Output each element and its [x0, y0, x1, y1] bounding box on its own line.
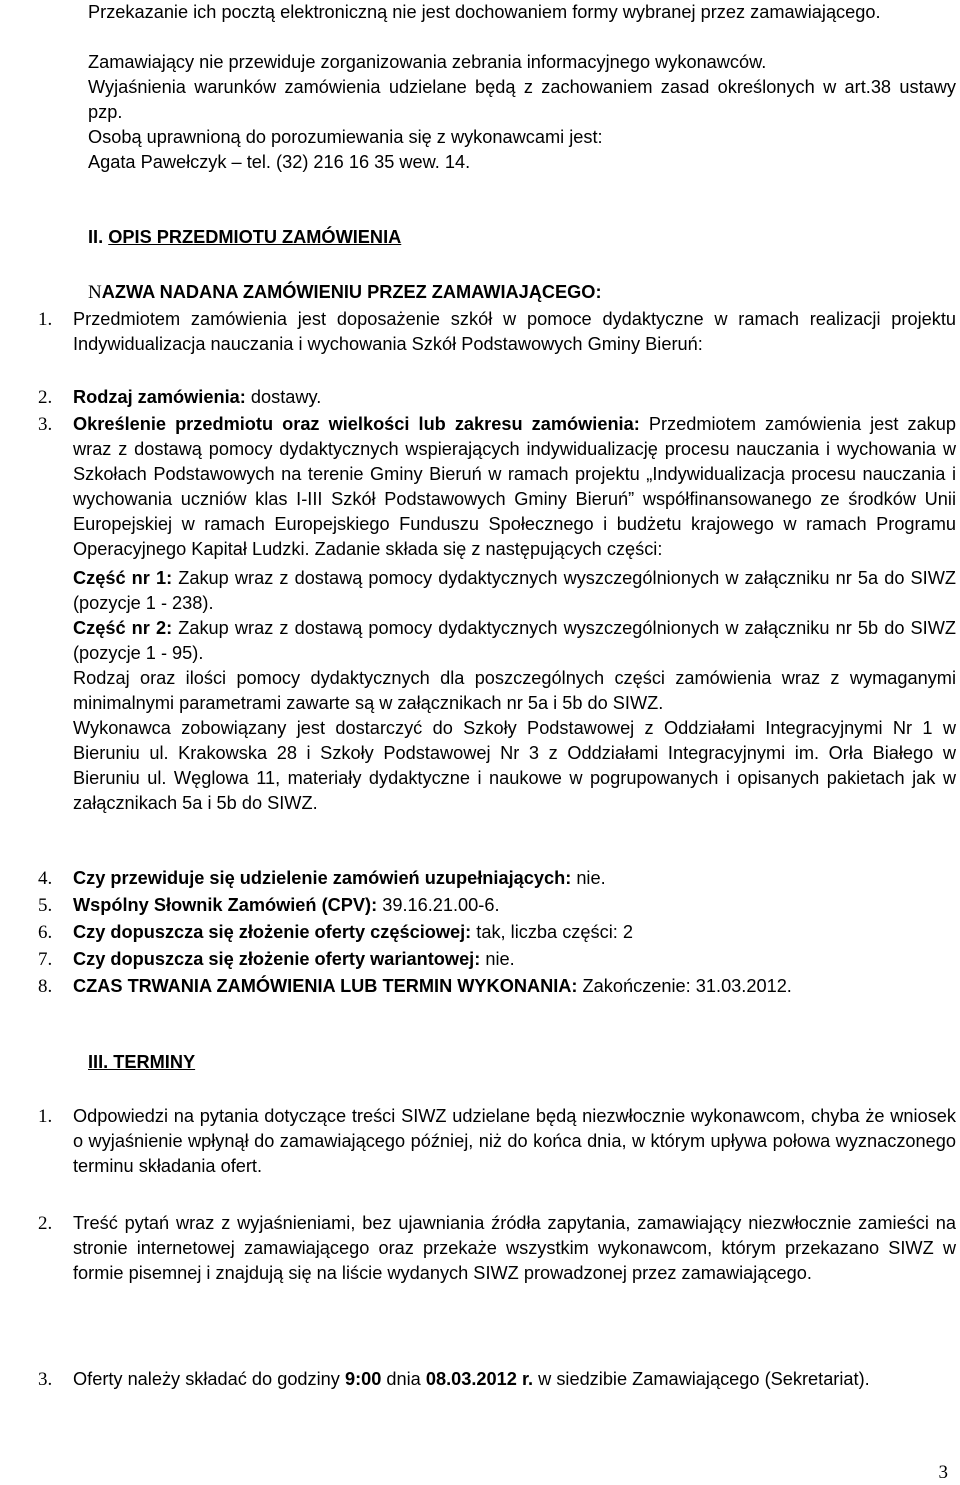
part-2-description: Część nr 2: Zakup wraz z dostawą pomocy dydaktycznych wyszczególnionych w załączniku nr 5b do SIWZ (pozycje 1 - 95). — [73, 618, 956, 663]
item-3-para-a: Rodzaj oraz ilości pomocy dydaktycznych dla poszczególnych części zamówienia wraz z wymaganymi minimalnymi parametrami zawarte są w załącznikach nr 5a i 5b do SIWZ. — [73, 668, 956, 713]
section-2-item-2: 2. Rodzaj zamówienia: dostawy. — [38, 387, 322, 408]
section-2-item-1: 1. Przedmiotem zamówienia jest doposażenie szkół w pomoce dydaktyczne w ramach realizacji projektu Indywidualizacja nauczania i wychowania Szkół Podstawowych Gminy Bieruń: — [38, 309, 956, 354]
section-2-item-3: 3. Określenie przedmiotu oraz wielkości lub zakresu zamówienia: Przedmiotem zamówienia jest zakup wraz z dostawą pomocy dydaktycznych wspierających indywidualizację procesu nauczania i wychowania w Szkołach Podstawowych na terenie Gminy Bieruń w ramach projektu „Indywidualizacja procesu nauczania i wychowania uczniów klas I-III Szkół Podstawowych Gminy Bieruń” współfinansowanego ze środków Unii Europejskiej w ramach Europejskiego Funduszu Społecznego i budżetu krajowego w ramach Programu Operacyjnego Kapitał Ludzki. Zadanie składa się z następujących części: Część nr 1: Zakup wraz z dostawą pomocy dydaktycznych wyszczególnionych w załączniku nr 5a do SIWZ (pozycje 1 - 238). Część nr 2: Zakup wraz z dostawą pomocy dydaktycznych wyszczególnionych w załączniku nr 5b do SIWZ (pozycje 1 - 95). Rodzaj oraz ilości pomocy dydaktycznych dla poszczególnych części zamówienia wraz z wymaganymi minimalnymi parametrami zawarte są w załącznikach nr 5a i 5b do SIWZ. Wykonawca zobowiązany jest dostarczyć do Szkoły Podstawowej z Oddziałami Integracyjnymi Nr 1 w Bieruniu ul. Krakowska 28 i Szkoły Podstawowej Nr 3 z Oddziałami Integracyjnymi im. Orła Białego w Bieruniu ul. Węglowa 11, materiały dydaktyczne i naukowe w pogrupowanych i opisanych pakietach jak w załącznikach 5a i 5b do SIWZ. — [38, 412, 956, 816]
page-number: 3 — [938, 1462, 948, 1483]
contact-person: Agata Pawełczyk – tel. (32) 216 16 35 wew. 14. — [88, 152, 471, 172]
section-2-heading: II. OPIS PRZEDMIOTU ZAMÓWIENIA — [88, 227, 402, 247]
intro-paragraph-1: Przekazanie ich pocztą elektroniczną nie jest dochowaniem formy wybranej przez zamawiającego. — [88, 2, 881, 22]
section-3-item-1: 1. Odpowiedzi na pytania dotyczące treści SIWZ udzielane będą niezwłocznie wykonawcom, chyba że wniosek o wyjaśnienie wpłynął do zamawiającego później, niż do końca dnia, w którym upływa połowa wyznaczonego terminu składania ofert. — [38, 1106, 956, 1176]
section-2-item-8: 8. CZAS TRWANIA ZAMÓWIENIA LUB TERMIN WYKONANIA: Zakończenie: 31.03.2012. — [38, 976, 792, 997]
section-2-item-4: 4. Czy przewiduje się udzielenie zamówień uzupełniających: nie. — [38, 868, 606, 889]
part-1-description: Część nr 1: Zakup wraz z dostawą pomocy dydaktycznych wyszczególnionych w załączniku nr 5a do SIWZ (pozycje 1 - 238). — [73, 568, 956, 613]
intro-paragraph-3: Wyjaśnienia warunków zamówienia udzielane będą z zachowaniem zasad określonych w art.38 ustawy pzp. — [88, 77, 956, 122]
section-2-item-6: 6. Czy dopuszcza się złożenie oferty częściowej: tak, liczba części: 2 — [38, 922, 633, 943]
section-2-item-5: 5. Wspólny Słownik Zamówień (CPV): 39.16.21.00-6. — [38, 895, 500, 916]
contact-label: Osobą uprawnioną do porozumiewania się z wykonawcami jest: — [88, 127, 603, 147]
intro-paragraph-2: Zamawiający nie przewiduje zorganizowania zebrania informacyjnego wykonawców. — [88, 52, 767, 72]
section-3-item-2: 2. Treść pytań wraz z wyjaśnieniami, bez ujawniania źródła zapytania, zamawiający niezwłocznie zamieści na stronie internetowej zamawiającego oraz przekaże wszystkim wykonawcom, którym przekazano SIWZ w formie pisemnej i znajdują się na liście wydanych SIWZ prowadzonej przez zamawiającego. — [38, 1213, 956, 1283]
item-3-para-b: Wykonawca zobowiązany jest dostarczyć do Szkoły Podstawowej z Oddziałami Integracyjnymi Nr 1 w Bieruniu ul. Krakowska 28 i Szkoły Podstawowej Nr 3 z Oddziałami Integracyjnymi im. Orła Białego w Bieruniu ul. Węglowa 11, materiały dydaktyczne i naukowe w pogrupowanych i opisanych pakietach jak w załącznikach 5a i 5b do SIWZ. — [73, 718, 956, 813]
item-3-description: Określenie przedmiotu oraz wielkości lub zakresu zamówienia: Przedmiotem zamówienia jest zakup wraz z dostawą pomocy dydaktycznych wspierających indywidualizację procesu nauczania i wychowania w Szkołach Podstawowych na terenie Gminy Bieruń w ramach projektu „Indywidualizacja procesu nauczania i wychowania uczniów klas I-III Szkół Podstawowych Gminy Bieruń” współfinansowanego ze środków Unii Europejskiej w ramach Europejskiego Funduszu Społecznego i budżetu krajowego w ramach Programu Operacyjnego Kapitał Ludzki. Zadanie składa się z następujących części: — [73, 414, 957, 559]
section-3-item-3: 3. Oferty należy składać do godziny 9:00 dnia 08.03.2012 r. w siedzibie Zamawiającego (Sekretariat). — [38, 1369, 870, 1390]
order-name-heading: NAZWA NADANA ZAMÓWIENIU PRZEZ ZAMAWIAJĄCEGO: — [88, 282, 602, 303]
section-2-item-7: 7. Czy dopuszcza się złożenie oferty wariantowej: nie. — [38, 949, 515, 970]
section-3-heading: III. TERMINY — [88, 1052, 196, 1072]
